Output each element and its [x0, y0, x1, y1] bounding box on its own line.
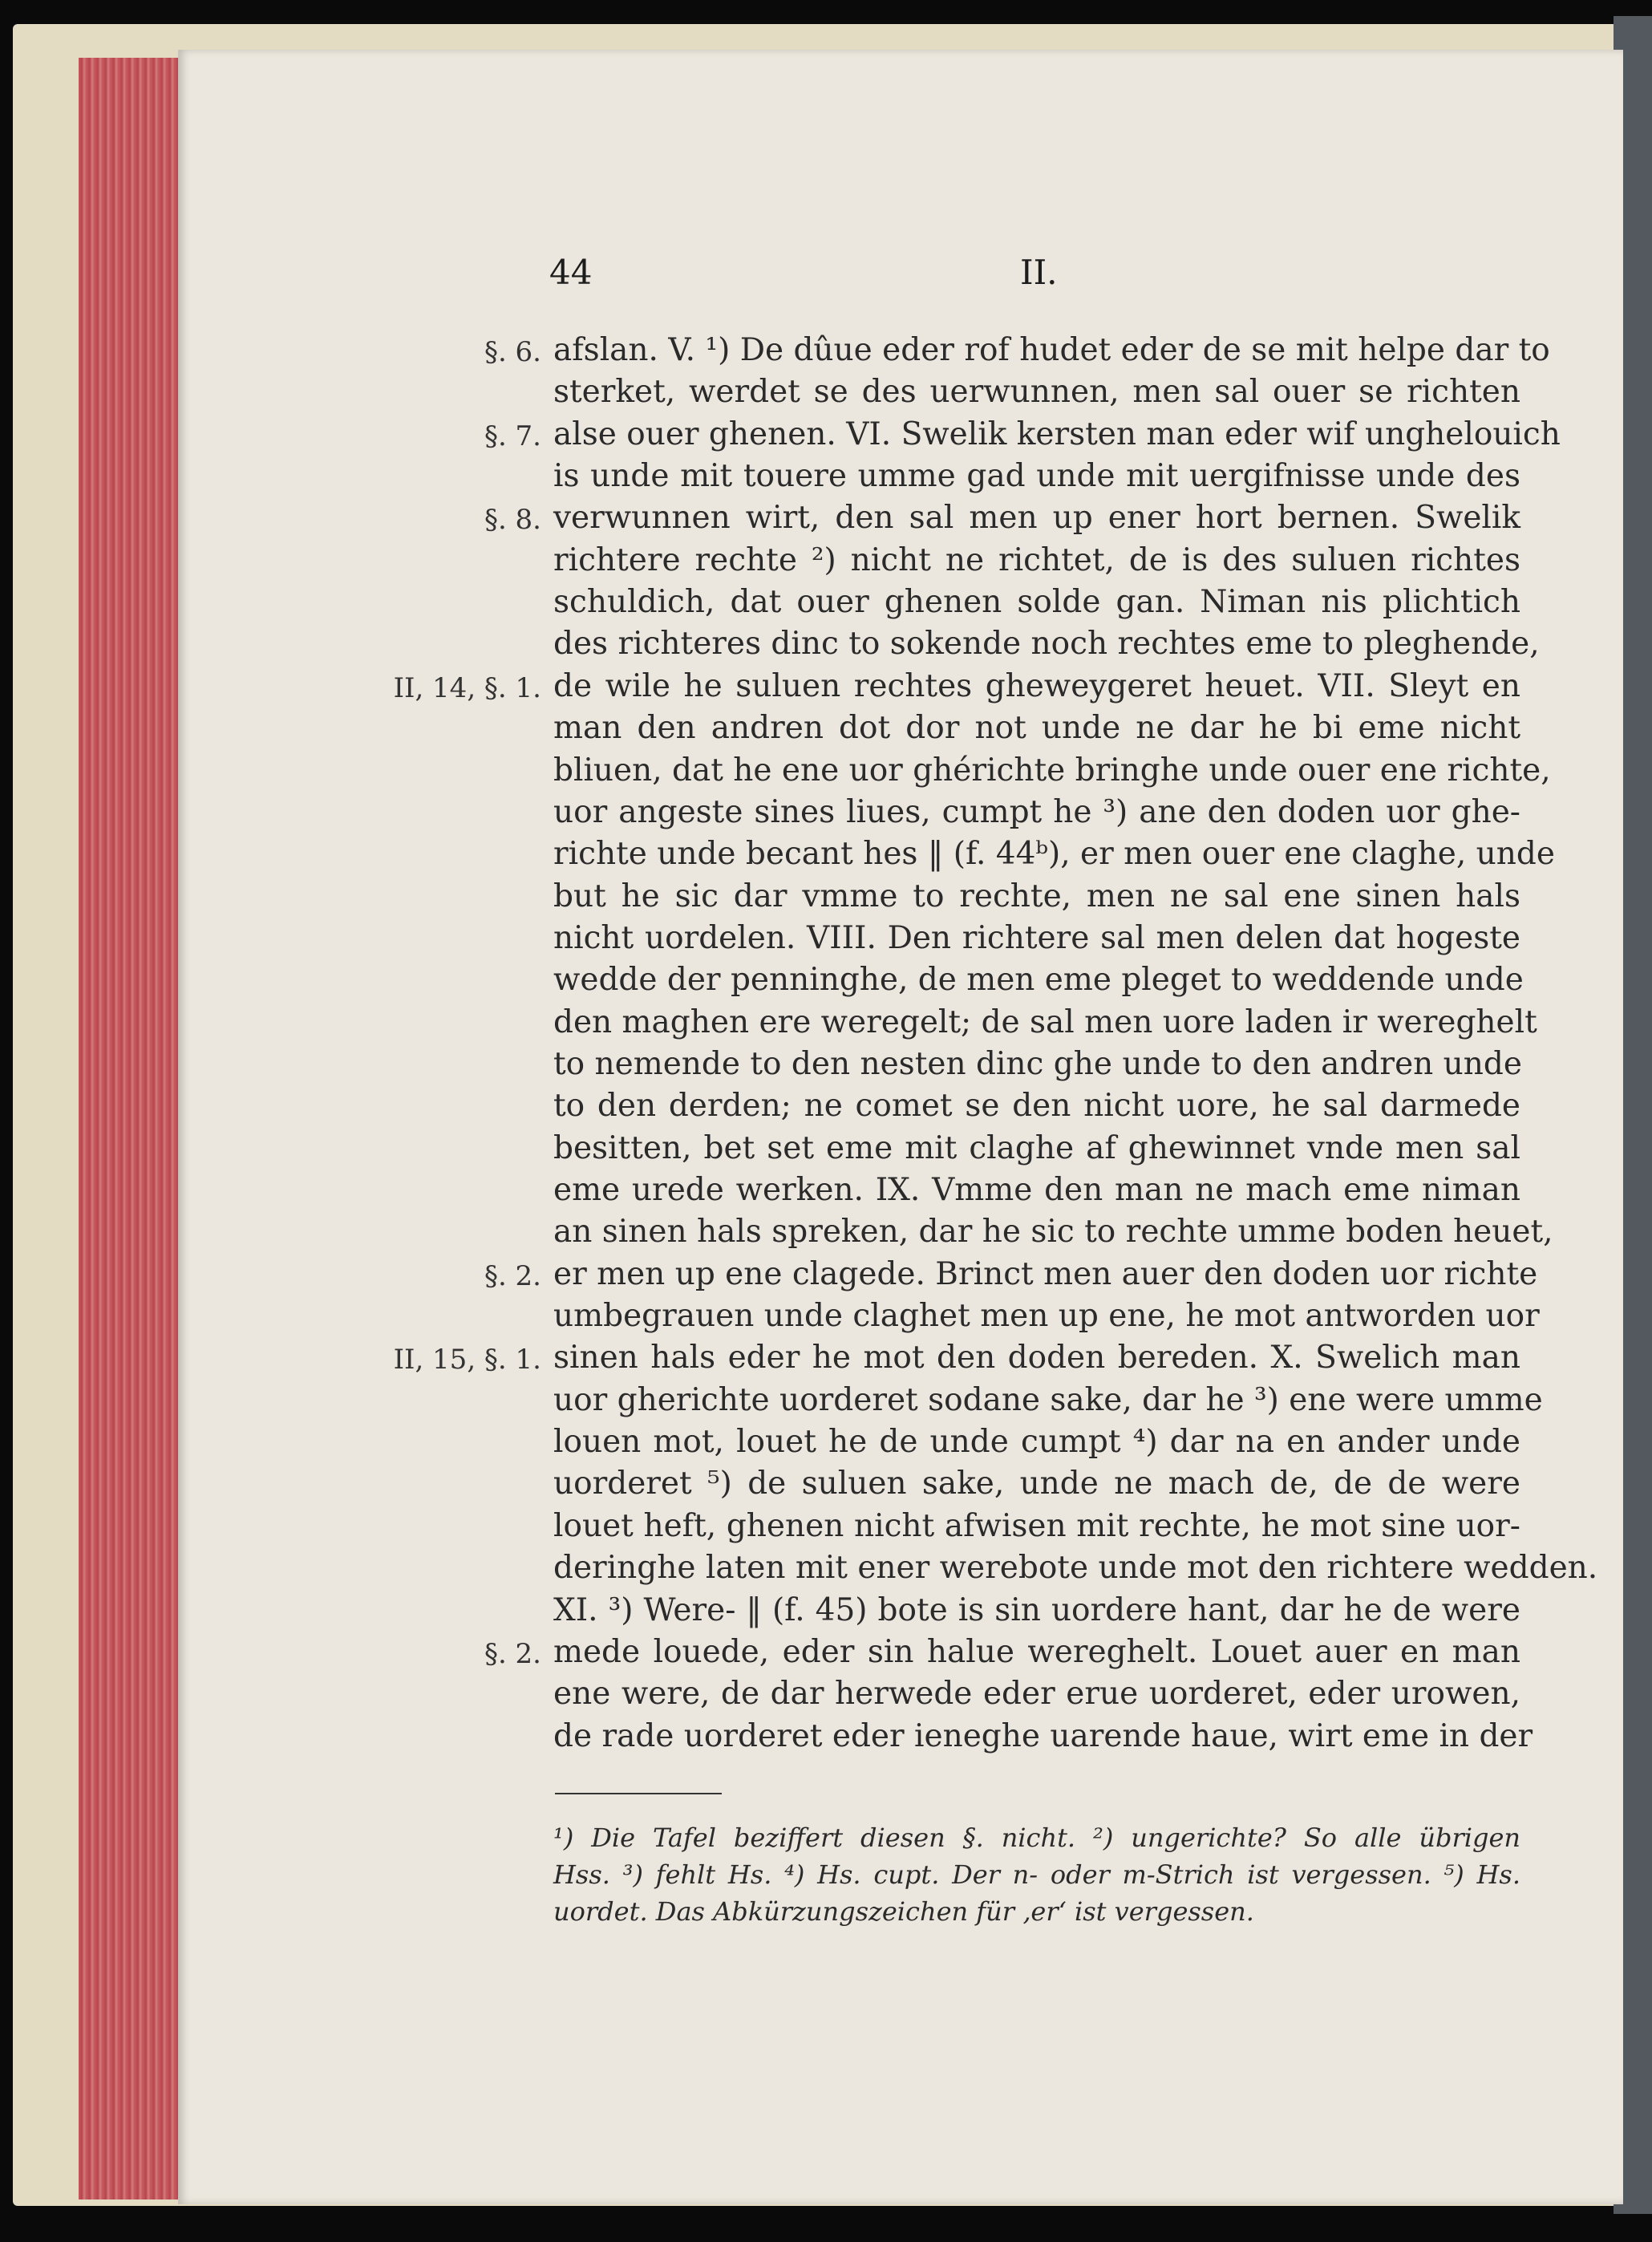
- margin-note: §. 2.: [484, 1259, 541, 1292]
- text-line: nicht uordelen. VIII. Den richtere sal men delen dat hogeste: [553, 919, 1520, 956]
- text-line: uor angeste sines liues, cumpt he ³) ane den doden uor ghe-: [553, 793, 1520, 830]
- text-line: richte unde becant hes ‖ (f. 44ᵇ), er men ouer ene claghe, unde: [553, 836, 1555, 873]
- margin-note: II, 15, §. 1.: [393, 1344, 541, 1376]
- text-line: verwunnen wirt, den sal men up ener hort bernen. Swelik: [553, 500, 1520, 537]
- margin-note: §. 8.: [484, 504, 541, 537]
- text-line: uor gherichte uorderet sodane sake, dar he ³) ene were umme: [553, 1381, 1543, 1418]
- footnote-line: uordet. Das Abkürzungszeichen für ‚er‘ ist vergessen.: [553, 1896, 1254, 1927]
- text-line: deringhe laten mit ener werebote unde mot den richtere wedden.: [553, 1550, 1598, 1587]
- text-line: des richteres dinc to sokende noch rechtes eme to pleghende,: [553, 626, 1540, 663]
- text-line: besitten, bet set eme mit claghe af ghewinnet vnde men sal: [553, 1129, 1520, 1166]
- section-title: II.: [1020, 253, 1058, 292]
- footnote-line: ¹) Die Tafel beziffert diesen §. nicht. ²) ungerichte? So alle übrigen: [553, 1822, 1520, 1853]
- text-line: but he sic dar vmme to rechte, men ne sal ene sinen hals: [553, 878, 1520, 914]
- margin-note: §. 2.: [484, 1637, 541, 1670]
- text-line: man den andren dot dor not unde ne dar he bi eme nicht: [553, 710, 1520, 747]
- text-line: sinen hals eder he mot den doden bereden. X. Swelich man: [553, 1340, 1520, 1376]
- text-line: eme urede werken. IX. Vmme den man ne mach eme niman: [553, 1172, 1520, 1208]
- text-line: to nemende to den nesten dinc ghe unde to den andren unde: [553, 1045, 1522, 1082]
- text-line: umbegrauen unde claghet men up ene, he mot antworden uor: [553, 1298, 1540, 1335]
- margin-note: II, 14, §. 1.: [393, 671, 541, 704]
- margin-note: §. 7.: [484, 420, 541, 452]
- margin-note: §. 6.: [484, 336, 541, 368]
- text-line: an sinen hals spreken, dar he sic to rechte umme boden heuet,: [553, 1214, 1553, 1251]
- text-line: ene were, de dar herwede eder erue uorderet, eder urowen,: [553, 1676, 1520, 1713]
- footnote-line: Hss. ³) fehlt Hs. ⁴) Hs. cupt. Der n- oder m-Strich ist vergessen. ⁵) Hs.: [553, 1859, 1520, 1890]
- text-line: mede louede, eder sin halue wereghelt. Louet auer en man: [553, 1633, 1520, 1670]
- page-edges: [79, 58, 183, 2199]
- text-line: sterket, werdet se des uerwunnen, men sal ouer se richten: [553, 374, 1520, 411]
- text-line: to den derden; ne comet se den nicht uore, he sal darmede: [553, 1088, 1520, 1125]
- text-line: afslan. V. ¹) De dûue eder rof hudet eder de se mit helpe dar to: [553, 332, 1550, 368]
- text-line: den maghen ere weregelt; de sal men uore laden ir wereghelt: [553, 1003, 1537, 1040]
- page-number: 44: [549, 253, 593, 292]
- text-line: schuldich, dat ouer ghenen solde gan. Niman nis plichtich: [553, 584, 1520, 621]
- text-line: wedde der penninghe, de men eme pleget to weddende unde: [553, 962, 1524, 999]
- text-line: XI. ³) Were- ‖ (f. 45) bote is sin uordere hant, dar he de were: [553, 1591, 1520, 1628]
- text-line: alse ouer ghenen. VI. Swelik kersten man eder wif unghelouich: [553, 416, 1561, 452]
- text-line: bliuen, dat he ene uor ghérichte bringhe unde ouer ene richte,: [553, 752, 1551, 789]
- text-line: richtere rechte ²) nicht ne richtet, de is des suluen richtes: [553, 541, 1520, 578]
- text-line: er men up ene clagede. Brinct men auer den doden uor richte: [553, 1255, 1538, 1292]
- footnote-rule: [555, 1793, 722, 1794]
- page-header: [549, 253, 1063, 301]
- text-line: louet heft, ghenen nicht afwisen mit rechte, he mot sine uor-: [553, 1507, 1520, 1544]
- text-line: de wile he suluen rechtes gheweygeret heuet. VII. Sleyt en: [553, 667, 1520, 704]
- text-line: de rade uorderet eder ieneghe uarende haue, wirt eme in der: [553, 1717, 1533, 1754]
- text-line: is unde mit touere umme gad unde mit uergifnisse unde des: [553, 458, 1520, 495]
- text-line: louen mot, louet he de unde cumpt ⁴) dar na en ander unde: [553, 1424, 1520, 1461]
- text-line: uorderet ⁵) de suluen sake, unde ne mach de, de de were: [553, 1466, 1520, 1502]
